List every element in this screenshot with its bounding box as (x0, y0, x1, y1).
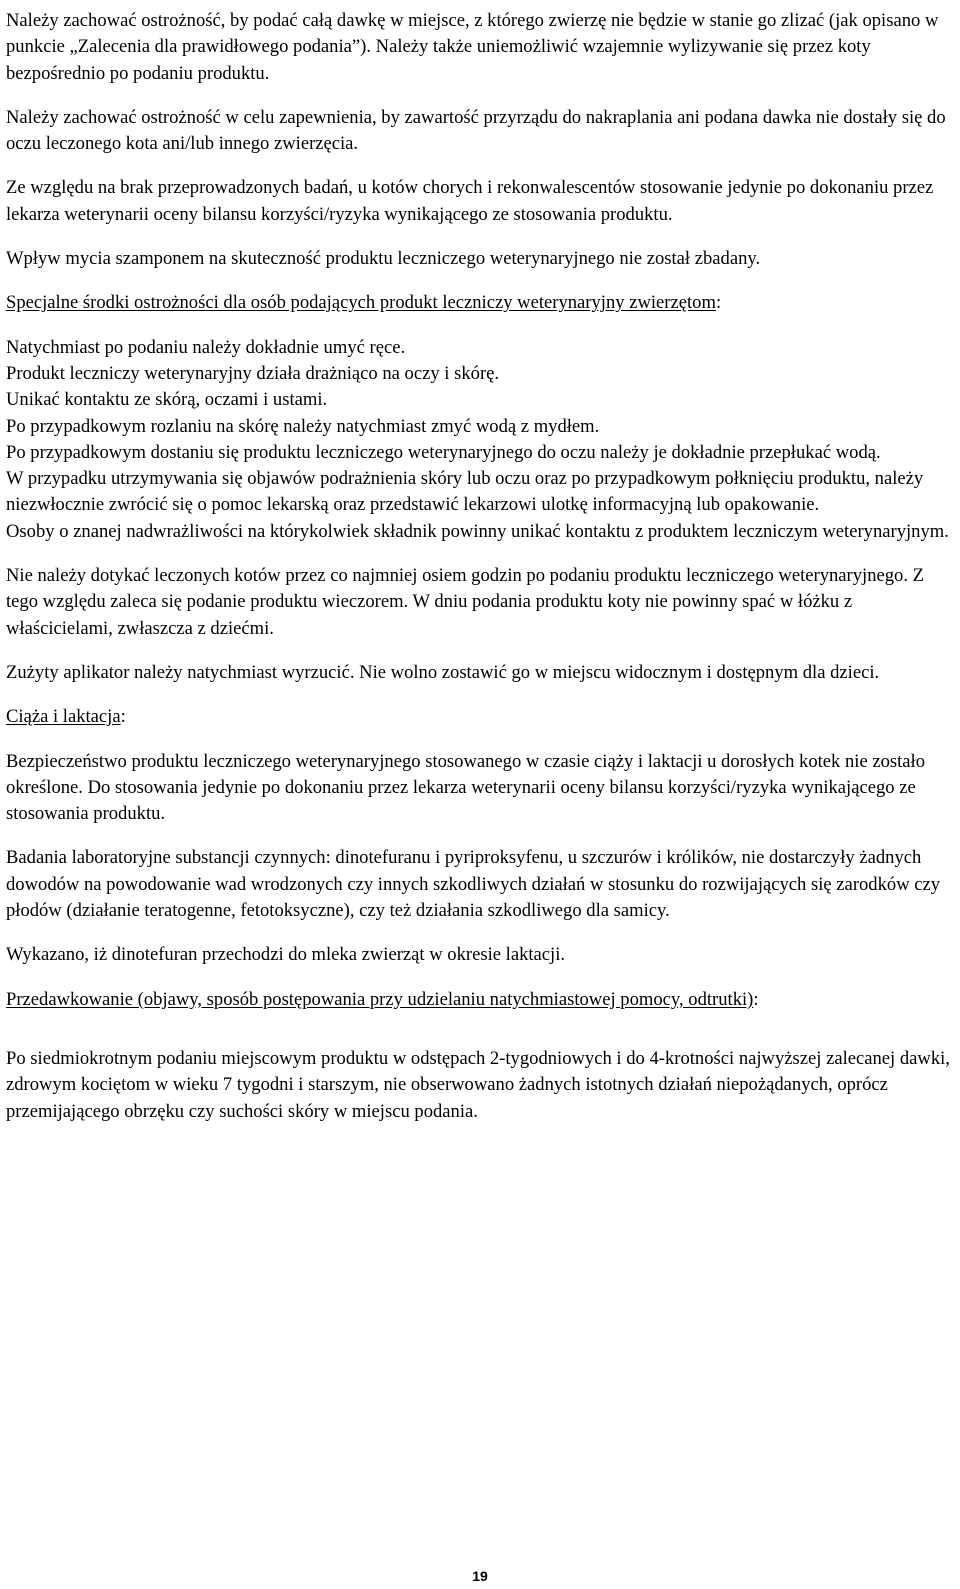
paragraph-dose-caution: Należy zachować ostrożność, by podać całą dawkę w miejsce, z którego zwierzę nie będzie w stanie go zlizać (jak opisano w punkcie „Zalecenia dla prawidłowego podania”). Należy także uniemożliwić wzajemnie wylizywanie się przez koty bezpośrednio po podaniu produktu. (6, 10, 939, 84)
precaution-line: Po przypadkowym rozlaniu na skórę należy natychmiast zmyć wodą z mydłem. (6, 415, 600, 437)
section-heading-special-precautions (6, 290, 956, 316)
section-heading-overdose (6, 987, 956, 1013)
precaution-line: Po przypadkowym dostaniu się produktu leczniczego weterynaryjnego do oczu należy je dokładnie przepłukać wodą. (6, 441, 881, 463)
precaution-line: Natychmiast po podaniu należy dokładnie umyć ręce. (6, 336, 406, 358)
section-heading-pregnancy (6, 704, 956, 730)
precaution-line: Produkt leczniczy weterynaryjny działa drażniąco na oczy i skórę. (6, 362, 500, 384)
precaution-line: Osoby o znanej nadwrażliwości na którykolwiek składnik powinny unikać kontaktu z produktem leczniczym weterynaryjnym. (6, 520, 949, 542)
special-precautions-list (6, 335, 956, 545)
precaution-line: Unikać kontaktu ze skórą, oczami i ustami. (6, 389, 328, 411)
overdose-heading-text: Przedawkowanie (objawy, sposób postępowania przy udzielaniu natychmiastowej pomocy, odtrutki) (6, 988, 754, 1010)
precaution-line: W przypadku utrzymywania się objawów podrażnienia skóry lub oczu oraz po przypadkowym połknięciu produktu, należy niezwłocznie zwrócić się o pomoc lekarską oraz przedstawić lekarzowi ulotkę informacyjną lub opakowanie. (6, 468, 924, 516)
paragraph-shampoo: Wpływ mycia szamponem na skuteczność produktu leczniczego weterynaryjnego nie został zbadany. (6, 248, 761, 270)
special-precautions-heading-colon: : (715, 292, 722, 314)
paragraph-eye-caution: Należy zachować ostrożność w celu zapewnienia, by zawartość przyrządu do nakraplania ani podana dawka nie dostały się do oczu leczonego kota ani/lub innego zwierzęcia. (6, 106, 946, 155)
pregnancy-heading-colon: : (120, 706, 126, 728)
overdose-heading-colon: : (753, 988, 759, 1010)
paragraph-milk: Wykazano, iż dinotefuran przechodzi do mleka zwierząt w okresie laktacji. (6, 944, 566, 966)
page-number: 19 (472, 1568, 488, 1584)
paragraph-no-touching: Nie należy dotykać leczonych kotów przez co najmniej osiem godzin po podaniu produktu leczniczego weterynaryjnego. Z tego względu zaleca się podanie produktu wieczorem. W dniu podania produktu koty nie powinny spać w łóżku z właścicielami, zwłaszcza z dziećmi. (6, 565, 924, 639)
paragraph-pregnancy-safety: Bezpieczeństwo produktu leczniczego weterynaryjnego stosowanego w czasie ciąży i laktacji u dorosłych kotek nie zostało określone. Do stosowania jedynie po dokonaniu przez lekarza weterynarii oceny bilansu korzyści/ryzyka wynikającego ze stosowania produktu. (6, 750, 926, 825)
document-body (6, 8, 956, 1125)
paragraph-lab-studies: Badania laboratoryjne substancji czynnych: dinotefuranu i pyriproksyfenu, u szczurów i królików, nie dostarczyły żadnych dowodów na powodowanie wad wrodzonych czy innych szkodliwych działań w stosunku do rozwijających się zarodków czy płodów (działanie teratogenne, fetotoksyczne), czy też działania szkodliwego dla samicy. (6, 847, 941, 922)
paragraph-applicator: Zużyty aplikator należy natychmiast wyrzucić. Nie wolno zostawić go w miejscu widocznym i dostępnym dla dzieci. (6, 661, 880, 683)
special-precautions-heading-text: Specjalne środki ostrożności dla osób podających produkt leczniczy weterynaryjny zwierzętom (6, 292, 716, 314)
pregnancy-heading-text: Ciąża i laktacja (6, 706, 121, 728)
paragraph-sick-cats: Ze względu na brak przeprowadzonych badań, u kotów chorych i rekonwalescentów stosowanie jedynie po dokonaniu przez lekarza weterynarii oceny bilansu korzyści/ryzyka wynikającego ze stosowania produktu. (6, 177, 934, 225)
paragraph-overdose: Po siedmiokrotnym podaniu miejscowym produktu w odstępach 2-tygodniowych i do 4-krotności najwyższej zalecanej dawki, zdrowym kociętom w wieku 7 tygodni i starszym, nie obserwowano żadnych istotnych działań niepożądanych, oprócz przemijającego obrzęku czy suchości skóry w miejscu podania. (6, 1047, 950, 1122)
